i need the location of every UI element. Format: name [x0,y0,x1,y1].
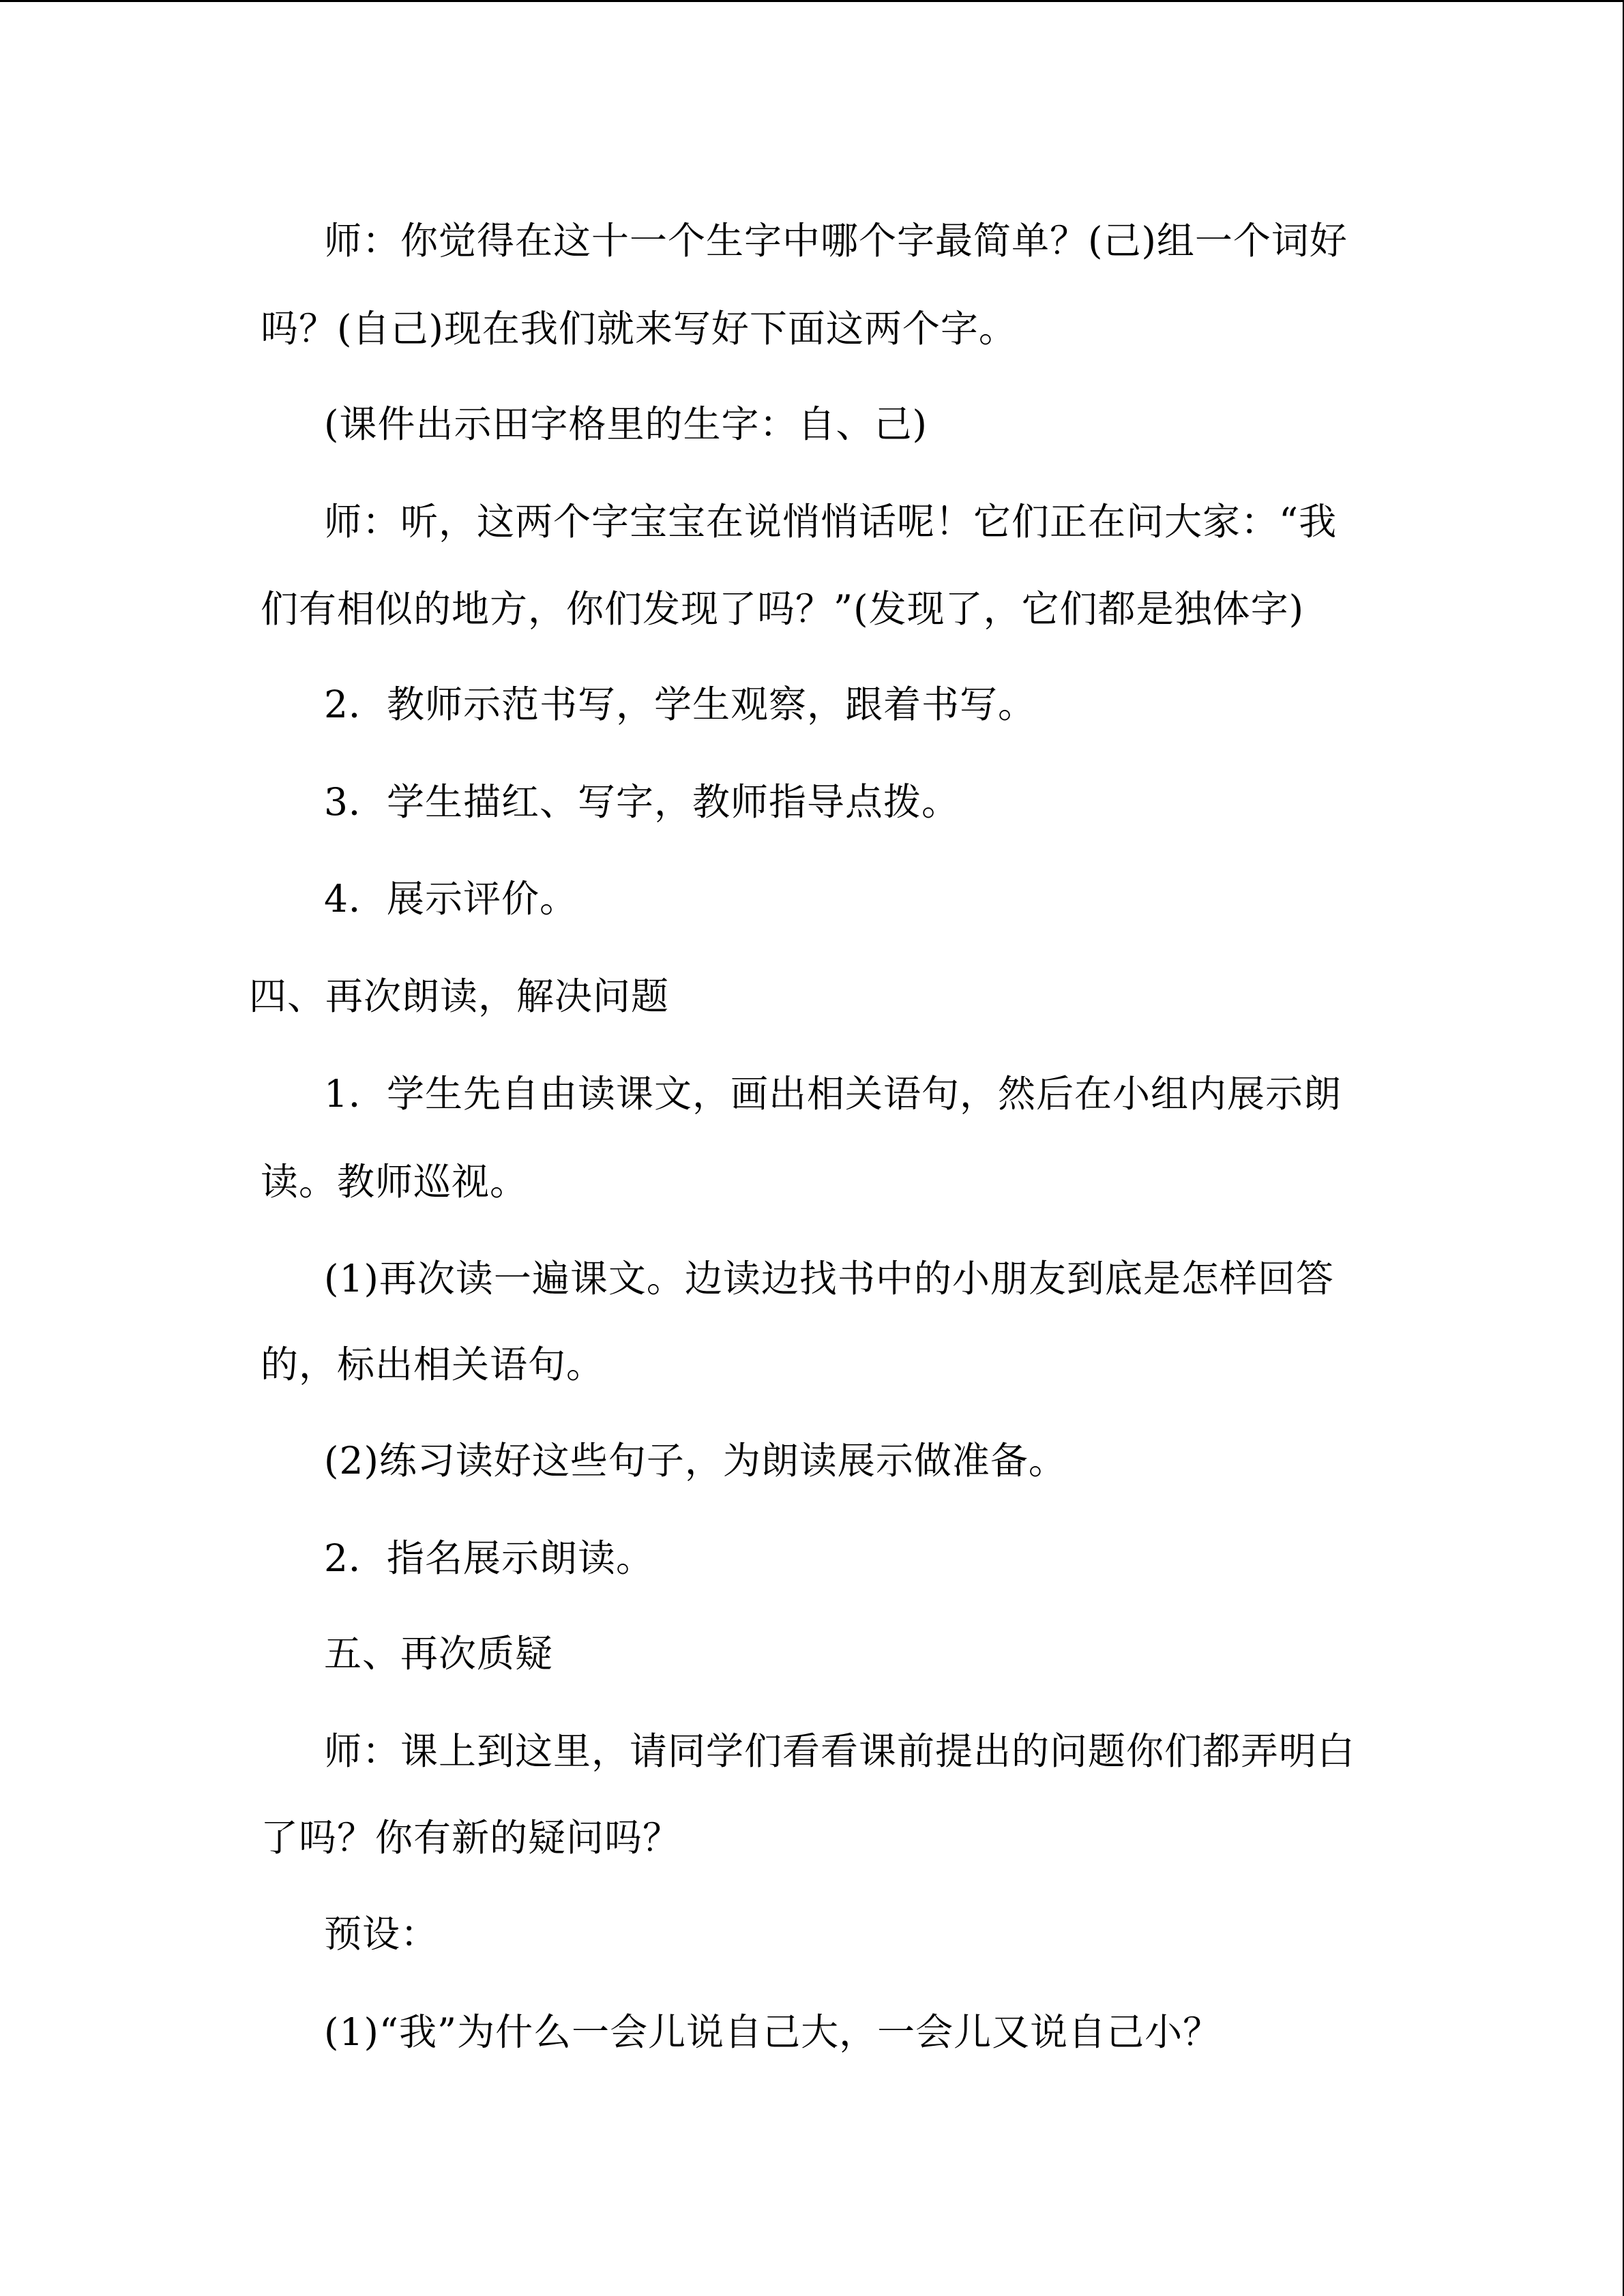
paragraph-line: 师：你觉得在这十一个生字中哪个字最简单？(己)组一个词好 [324,219,1348,263]
paragraph-line: 师：课上到这里，请同学们看看课前提出的问题你们都弄明白 [324,1729,1356,1773]
section-heading: 四、再次朗读，解决问题 [249,974,670,1018]
paragraph-line: 读。教师巡视。 [261,1160,529,1204]
list-item: 1．学生先自由读课文，画出相关语句，然后在小组内展示朗 [324,1072,1342,1116]
paragraph-line: 了吗？你有新的疑问吗？ [261,1816,681,1860]
paragraph-line: 师：听，这两个字宝宝在说悄悄话呢！它们正在问大家：“我 [324,500,1338,543]
section-heading: 五、再次质疑 [324,1632,554,1675]
sub-item: (1)再次读一遍课文。边读边找书中的小朋友到底是怎样回答 [324,1257,1334,1300]
paragraph-line: (课件出示田字格里的生字：自、己) [324,402,928,446]
list-item: 3．学生描红、写字，教师指导点拨。 [324,780,960,824]
paragraph-line: 的，标出相关语句。 [261,1343,605,1386]
list-item: 4．展示评价。 [324,877,578,921]
sub-item: (2)练习读好这些句子，为朗读展示做准备。 [324,1439,1067,1482]
sub-item: (1)“我”为什么一会儿说自己大，一会儿又说自己小？ [324,2010,1222,2054]
paragraph-line: 预设： [324,1912,439,1956]
paragraph-line: 们有相似的地方，你们发现了吗？”(发现了，它们都是独体字) [261,587,1305,631]
paragraph-line: 吗？(自己)现在我们就来写好下面这两个字。 [261,307,1017,351]
list-item: 2．教师示范书写，学生观察，跟着书写。 [324,683,1036,726]
list-item: 2．指名展示朗读。 [324,1536,654,1580]
